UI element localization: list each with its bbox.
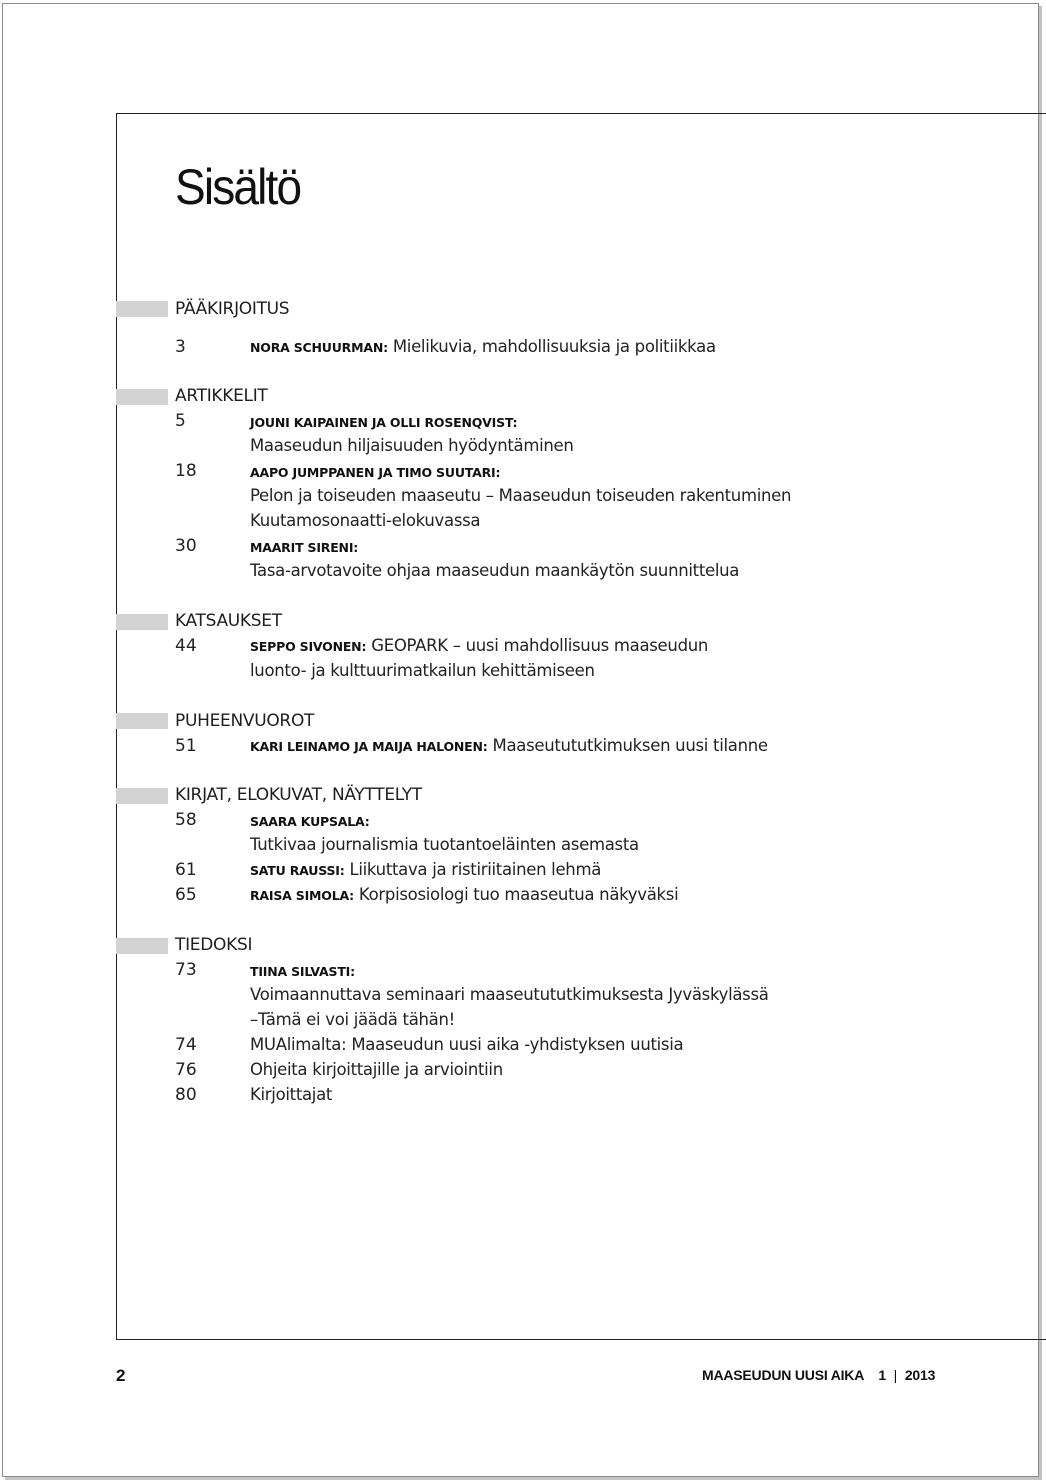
page-number: 65 (175, 885, 197, 905)
section-bar (116, 301, 168, 317)
footer-journal (702, 1367, 935, 1383)
page-number: 74 (175, 1035, 197, 1055)
article-title: Maaseutututkimuksen uusi tilanne (492, 736, 768, 755)
section-heading: PUHEENVUOROT (175, 711, 315, 731)
journal-name: MAASEUDUN UUSI AIKA (702, 1367, 864, 1383)
page-number: 61 (175, 860, 197, 880)
page-number: 76 (175, 1060, 197, 1080)
author: SAARA KUPSALA: (250, 814, 370, 829)
page-number: 3 (175, 337, 186, 357)
article-title: Korpisosiologi tuo maaseutua näkyväksi (358, 885, 679, 904)
section-bar (116, 938, 168, 954)
toc-entry-author (250, 462, 500, 483)
article-title-continued[interactable]: luonto- ja kulttuurimatkailun kehittämiseen (250, 661, 595, 680)
author: RAISA SIMOLA: (250, 888, 354, 903)
author: TIINA SILVASTI: (250, 964, 355, 979)
page-number: 18 (175, 461, 197, 481)
section-bar (116, 713, 168, 729)
article-title[interactable]: Maaseudun hiljaisuuden hyödyntäminen (250, 436, 574, 455)
article-title[interactable]: Ohjeita kirjoittajille ja arviointiin (250, 1060, 503, 1079)
page-number: 80 (175, 1085, 197, 1105)
toc-entry[interactable] (250, 885, 678, 906)
section-heading: KATSAUKSET (175, 611, 282, 631)
page-number: 5 (175, 411, 186, 431)
toc-entry[interactable] (250, 337, 716, 358)
page-number: 44 (175, 636, 197, 656)
author: JOUNI KAIPAINEN JA OLLI ROSENQVIST: (250, 415, 518, 430)
article-title-continued[interactable]: Kuutamosonaatti-elokuvassa (250, 511, 481, 530)
author: KARI LEINAMO JA MAIJA HALONEN: (250, 739, 488, 754)
page-title: Sisältö (175, 159, 301, 215)
toc-entry-author (250, 537, 358, 558)
article-title[interactable]: Tasa-arvotavoite ohjaa maaseudun maankäytön suunnittelua (250, 561, 740, 580)
author: AAPO JUMPPANEN JA TIMO SUUTARI: (250, 465, 501, 480)
section-heading: TIEDOKSI (175, 935, 253, 955)
toc-entry[interactable] (250, 860, 601, 881)
article-title: Liikuttava ja ristiriitainen lehmä (349, 860, 602, 879)
toc-entry-author (250, 961, 355, 982)
toc-entry-author (250, 412, 517, 433)
footer-separator: | (893, 1367, 898, 1383)
section-heading: PÄÄKIRJOITUS (175, 299, 290, 319)
author: NORA SCHUURMAN: (250, 340, 388, 355)
author: MAARIT SIRENI: (250, 540, 359, 555)
section-heading: ARTIKKELIT (175, 386, 268, 406)
page-number: 30 (175, 536, 197, 556)
article-title[interactable]: Kirjoittajat (250, 1085, 333, 1104)
issue-number: 1 (878, 1367, 886, 1383)
year: 2013 (904, 1367, 936, 1383)
article-title-continued[interactable]: –Tämä ei voi jäädä tähän! (250, 1010, 455, 1029)
article-title[interactable]: MUAlimalta: Maaseudun uusi aika -yhdistyksen uutisia (250, 1035, 684, 1054)
article-title[interactable]: Tutkivaa journalismia tuotantoeläinten asemasta (250, 835, 639, 854)
page-number: 73 (175, 960, 197, 980)
toc-entry-author (250, 811, 370, 832)
section-bar (116, 788, 168, 804)
article-title[interactable]: Voimaannuttava seminaari maaseutututkimuksesta Jyväskylässä (250, 985, 769, 1004)
author: SEPPO SIVONEN: (250, 639, 367, 654)
article-title: Mielikuvia, mahdollisuuksia ja politiikkaa (392, 337, 716, 356)
page-number: 51 (175, 736, 197, 756)
section-bar (116, 614, 168, 630)
footer-page-number: 2 (116, 1366, 126, 1385)
toc-entry[interactable] (250, 736, 768, 757)
toc-entry[interactable] (250, 636, 708, 657)
section-heading: KIRJAT, ELOKUVAT, NÄYTTELYT (175, 785, 422, 805)
author: SATU RAUSSI: (250, 863, 345, 878)
article-title[interactable]: Pelon ja toiseuden maaseutu – Maaseudun toiseuden rakentuminen (250, 486, 792, 505)
article-title: GEOPARK – uusi mahdollisuus maaseudun (371, 636, 709, 655)
page-number: 58 (175, 810, 197, 830)
section-bar (116, 389, 168, 405)
